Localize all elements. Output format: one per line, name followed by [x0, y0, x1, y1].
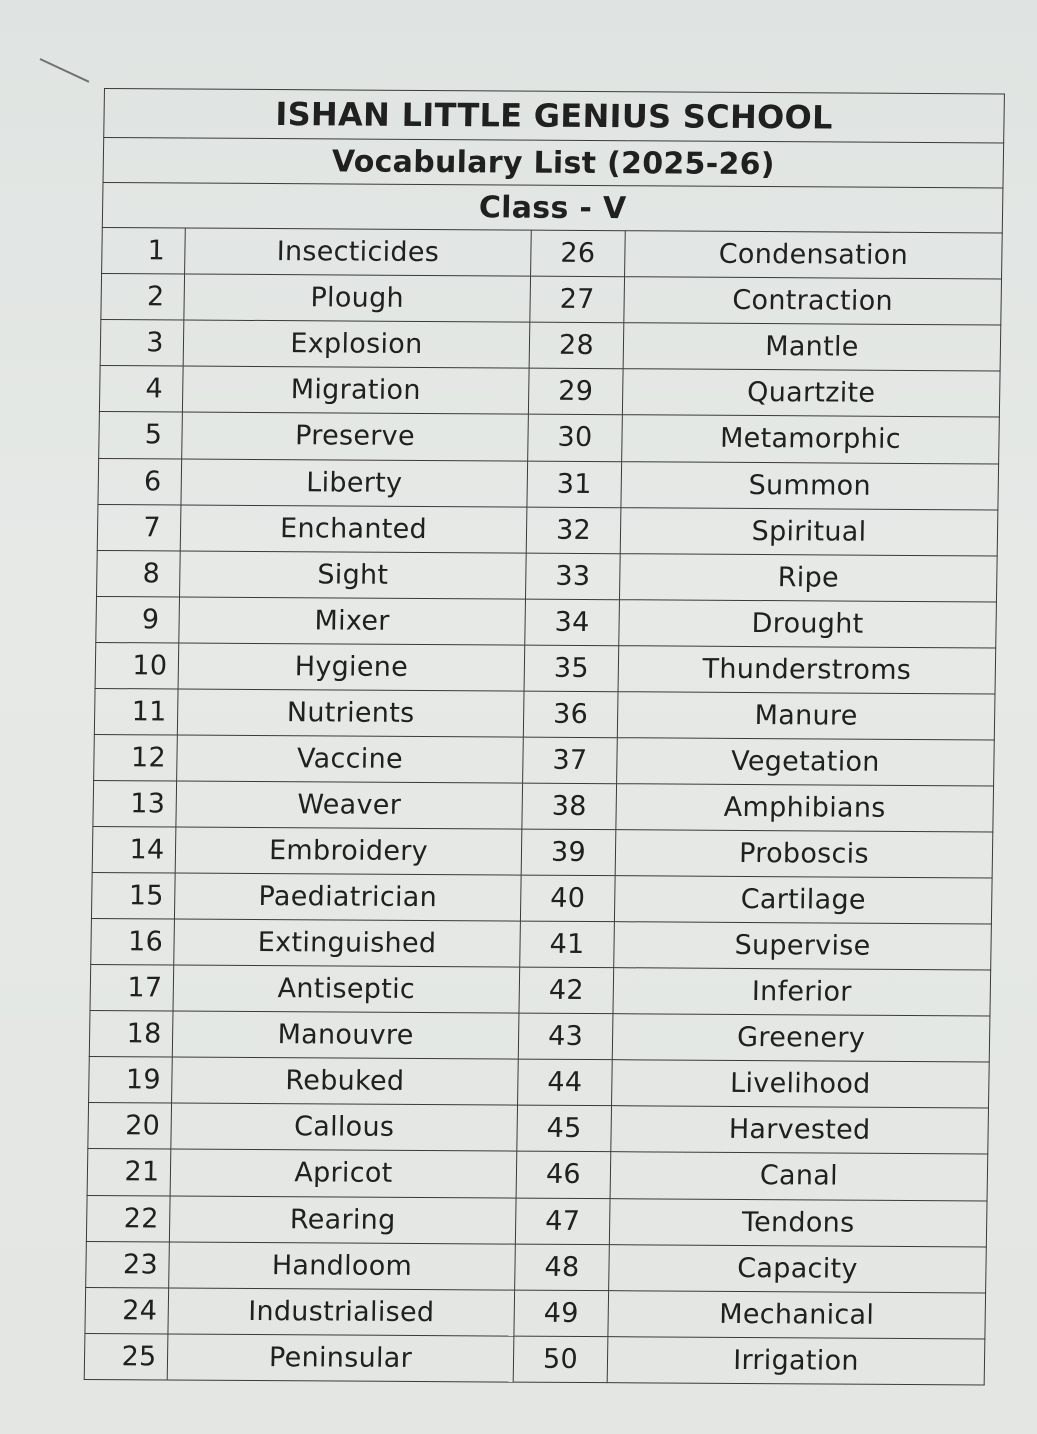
- left-word-cell: Enchanted: [180, 505, 527, 553]
- right-word-cell: Thunderstroms: [618, 645, 996, 693]
- right-number-cell: 38: [522, 783, 617, 830]
- left-number-cell: 21: [87, 1149, 171, 1196]
- right-word-cell: Proboscis: [615, 830, 993, 878]
- left-number-cell: 13: [93, 780, 177, 827]
- right-word-cell: Capacity: [609, 1244, 987, 1292]
- right-number-cell: 34: [525, 599, 620, 646]
- left-word-cell: Rearing: [169, 1195, 516, 1243]
- right-number-cell: 40: [520, 875, 615, 922]
- left-word-cell: Vaccine: [177, 735, 524, 783]
- right-number-cell: 37: [523, 737, 618, 784]
- left-word-cell: Manouvre: [172, 1011, 519, 1059]
- table-row: [85, 1287, 986, 1339]
- left-word-cell: Industrialised: [168, 1288, 515, 1336]
- left-number-cell: 12: [94, 734, 178, 781]
- table-row: [96, 596, 997, 648]
- table-row: [89, 1011, 990, 1063]
- left-word-cell: Plough: [184, 274, 531, 322]
- left-word-cell: Mixer: [179, 597, 526, 645]
- left-number-cell: 20: [88, 1103, 172, 1150]
- table-row: [92, 826, 993, 878]
- right-number-cell: 47: [515, 1198, 610, 1245]
- right-word-cell: Spiritual: [620, 507, 998, 555]
- right-number-cell: 50: [513, 1336, 608, 1383]
- right-number-cell: 36: [523, 691, 618, 738]
- right-word-cell: Ripe: [619, 553, 997, 601]
- right-word-cell: Vegetation: [617, 738, 995, 786]
- right-word-cell: Supervise: [614, 922, 992, 970]
- vocabulary-sheet: [84, 88, 1004, 1385]
- table-row: [84, 1333, 985, 1385]
- right-number-cell: 27: [530, 276, 625, 323]
- left-word-cell: Liberty: [181, 459, 528, 507]
- right-word-cell: Harvested: [611, 1106, 989, 1154]
- left-word-cell: Embroidery: [175, 827, 522, 875]
- left-number-cell: 14: [92, 826, 176, 873]
- right-number-cell: 43: [518, 1013, 613, 1060]
- right-number-cell: 31: [527, 461, 622, 508]
- right-word-cell: Summon: [621, 461, 999, 509]
- left-word-cell: Rebuked: [172, 1057, 519, 1105]
- left-word-cell: Weaver: [176, 781, 523, 829]
- right-number-cell: 45: [517, 1105, 612, 1152]
- right-word-cell: Livelihood: [612, 1060, 990, 1108]
- right-number-cell: 42: [519, 967, 614, 1014]
- right-number-cell: 35: [524, 645, 619, 692]
- right-word-cell: Contraction: [624, 277, 1002, 325]
- left-number-cell: 22: [86, 1195, 170, 1242]
- left-word-cell: Handloom: [169, 1242, 516, 1290]
- left-word-cell: Antiseptic: [173, 965, 520, 1013]
- left-number-cell: 7: [97, 504, 181, 551]
- left-word-cell: Peninsular: [167, 1334, 514, 1382]
- right-word-cell: Mantle: [623, 323, 1001, 371]
- left-number-cell: 16: [91, 919, 175, 966]
- right-word-cell: Metamorphic: [622, 415, 1000, 463]
- table-row: [102, 228, 1003, 280]
- left-number-cell: 9: [96, 596, 180, 643]
- right-number-cell: 48: [515, 1244, 610, 1291]
- left-number-cell: 8: [97, 550, 181, 597]
- right-word-cell: Condensation: [625, 231, 1003, 279]
- right-word-cell: Mechanical: [608, 1290, 986, 1338]
- left-word-cell: Preserve: [182, 412, 529, 460]
- right-word-cell: Quartzite: [622, 369, 1000, 417]
- right-number-cell: 44: [518, 1059, 613, 1106]
- right-word-cell: Greenery: [612, 1014, 990, 1062]
- left-word-cell: Migration: [182, 366, 529, 414]
- left-word-cell: Extinguished: [174, 919, 521, 967]
- list-title: Vocabulary List (2025-26): [103, 138, 1004, 189]
- class-label: Class - V: [102, 183, 1003, 234]
- right-word-cell: Drought: [619, 599, 997, 647]
- left-number-cell: 10: [95, 642, 179, 689]
- vocabulary-table: [84, 88, 1005, 1385]
- table-row: [94, 688, 995, 740]
- table-row: [97, 504, 998, 556]
- table-row: [87, 1149, 988, 1201]
- left-number-cell: 25: [84, 1333, 168, 1380]
- right-number-cell: 29: [528, 368, 623, 415]
- right-word-cell: Canal: [610, 1152, 988, 1200]
- right-number-cell: 39: [521, 829, 616, 876]
- left-word-cell: Sight: [180, 551, 527, 599]
- left-number-cell: 6: [98, 458, 182, 505]
- right-word-cell: Manure: [617, 691, 995, 739]
- table-row: [91, 919, 992, 971]
- left-word-cell: Hygiene: [178, 643, 525, 691]
- table-row: [97, 550, 998, 602]
- table-row: [86, 1241, 987, 1293]
- table-row: [99, 366, 1000, 418]
- right-word-cell: Cartilage: [614, 876, 992, 924]
- table-row: [95, 642, 996, 694]
- table-row: [91, 873, 992, 925]
- right-word-cell: Irrigation: [607, 1336, 985, 1385]
- right-number-cell: 28: [529, 322, 624, 369]
- right-number-cell: 49: [514, 1290, 609, 1337]
- left-word-cell: Apricot: [170, 1149, 517, 1197]
- left-number-cell: 3: [100, 320, 184, 367]
- left-number-cell: 23: [86, 1241, 170, 1288]
- right-number-cell: 32: [526, 507, 621, 554]
- left-word-cell: Nutrients: [177, 689, 524, 737]
- table-row: [89, 1057, 990, 1109]
- table-row: [100, 320, 1001, 372]
- left-number-cell: 19: [89, 1057, 173, 1104]
- left-number-cell: 11: [94, 688, 178, 735]
- table-row: [88, 1103, 989, 1155]
- left-number-cell: 18: [89, 1011, 173, 1058]
- left-word-cell: Callous: [171, 1103, 518, 1151]
- pen-mark: [40, 58, 90, 83]
- right-number-cell: 30: [528, 415, 623, 462]
- left-number-cell: 1: [102, 228, 186, 275]
- right-word-cell: Tendons: [609, 1198, 987, 1246]
- table-row: [93, 780, 994, 832]
- left-number-cell: 5: [99, 412, 183, 459]
- table-row: [99, 412, 1000, 464]
- right-number-cell: 46: [516, 1152, 611, 1199]
- left-word-cell: Insecticides: [185, 228, 532, 276]
- table-row: [98, 458, 999, 510]
- left-number-cell: 17: [90, 965, 174, 1012]
- left-number-cell: 4: [99, 366, 183, 413]
- right-word-cell: Inferior: [613, 968, 991, 1016]
- right-number-cell: 41: [520, 921, 615, 968]
- table-row: [94, 734, 995, 786]
- left-number-cell: 2: [101, 274, 185, 321]
- right-word-cell: Amphibians: [616, 784, 994, 832]
- left-number-cell: 24: [85, 1287, 169, 1334]
- school-name: ISHAN LITTLE GENIUS SCHOOL: [104, 89, 1005, 144]
- table-row: [90, 965, 991, 1017]
- table-row: [101, 274, 1002, 326]
- left-word-cell: Paediatrician: [174, 873, 521, 921]
- left-number-cell: 15: [91, 873, 175, 920]
- right-number-cell: 26: [531, 230, 626, 277]
- left-word-cell: Explosion: [183, 320, 530, 368]
- table-row: [86, 1195, 987, 1247]
- right-number-cell: 33: [525, 553, 620, 600]
